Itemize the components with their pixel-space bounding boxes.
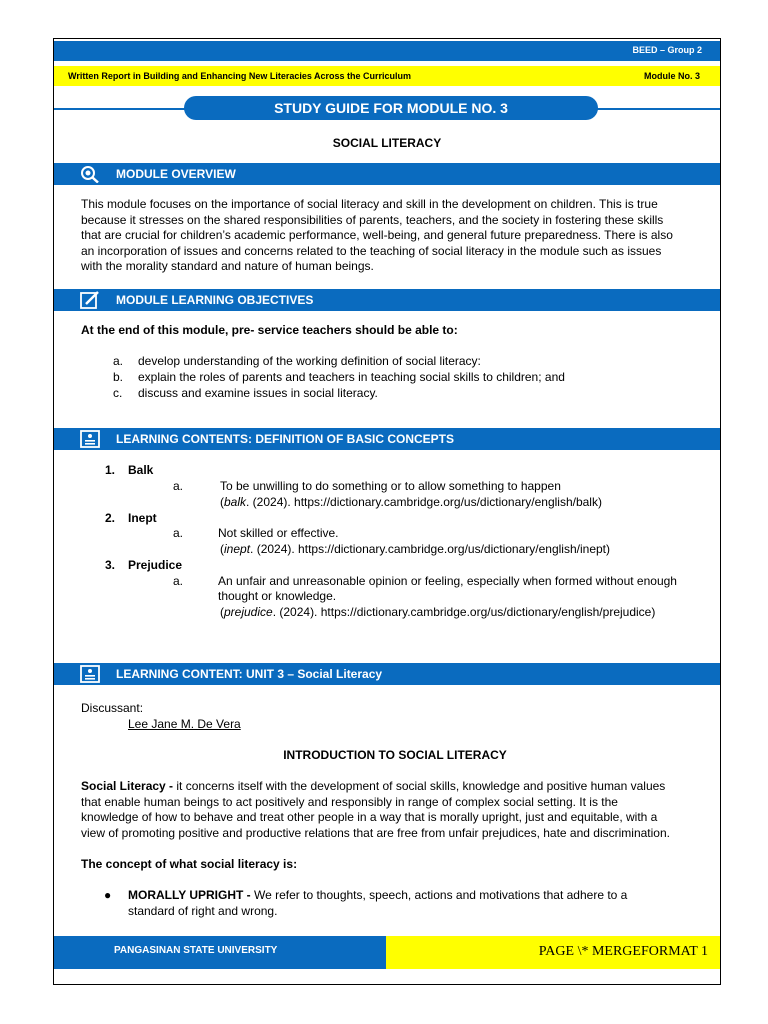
bullet-line: standard of right and wrong. — [128, 903, 278, 918]
unit-heading — [116, 667, 382, 681]
definition-citation: (balk. (2024). https://dictionary.cambridge.org/us/dictionary/english/balk) — [220, 495, 602, 509]
overview-line: an incorporation of issues and concerns related to the teaching of social literacy in the module such as issues — [81, 243, 662, 258]
group-label: BEED – Group 2 — [632, 45, 702, 55]
overview-line: that are crucial for children’s academic performance, well-being, and general future preparedness. There is also — [81, 228, 673, 242]
citation-rest: . (2024). https://dictionary.cambridge.org/us/dictionary/english/prejudice) — [272, 605, 656, 619]
top-banner — [54, 41, 720, 61]
definition-term: Social Literacy - — [81, 779, 174, 793]
objective-item: explain the roles of parents and teachers in teaching social skills to children; and — [138, 370, 565, 384]
page-field: PAGE \* MERGEFORMAT 1 — [538, 944, 708, 959]
objective-marker: a. — [113, 354, 124, 368]
overview-text — [81, 197, 709, 275]
contents-header — [54, 428, 720, 450]
citation-word: inept — [224, 542, 251, 556]
term-number: 3. — [105, 558, 116, 572]
document-icon — [80, 430, 100, 448]
social-literacy-definition — [81, 779, 709, 841]
module-subtitle: SOCIAL LITERACY — [332, 136, 442, 150]
intro-title: INTRODUCTION TO SOCIAL LITERACY — [283, 748, 507, 762]
definition-line: knowledge of how to behave and treat other people in a way that is morally upright, just and equitable, with a — [81, 810, 658, 824]
definition-line: view of promoting positive and productive relations that are free from unfair prejudices, hate and discrimination. — [81, 825, 670, 840]
objectives-heading: MODULE LEARNING OBJECTIVES — [116, 293, 314, 307]
study-guide-title: STUDY GUIDE FOR MODULE NO. 3 — [184, 96, 598, 120]
definition-marker: a. — [173, 574, 184, 588]
overview-line: with the morality standard and nature of human beings. — [81, 259, 374, 273]
term-title: Balk — [128, 463, 154, 477]
bullet-text — [128, 888, 709, 919]
definition-text: To be unwilling to do something or to allow something to happen — [220, 479, 561, 493]
bullet-term: MORALLY UPRIGHT - — [128, 888, 251, 902]
discussant-name-text: Lee Jane M. De Vera — [128, 717, 241, 731]
definition-line-text: it concerns itself with the development of social skills, knowledge and positive human values — [173, 779, 666, 793]
module-number: Module No. 3 — [644, 71, 700, 81]
overview-line: because it stresses on the shared responsibilities of parents, teachers, and the society in fostering these skills — [81, 212, 664, 227]
citation-word: prejudice — [224, 605, 273, 619]
overview-header — [54, 163, 720, 185]
definition-citation: (inept. (2024). https://dictionary.cambridge.org/us/dictionary/english/inept) — [220, 542, 610, 556]
definition-text: Not skilled or effective. — [218, 526, 339, 540]
definition-marker: a. — [173, 526, 184, 540]
report-title: Written Report in Building and Enhancing New Literacies Across the Curriculum — [68, 71, 412, 81]
objectives-header — [54, 289, 720, 311]
term-title: Inept — [128, 511, 157, 525]
definition-citation: (prejudice. (2024). https://dictionary.cambridge.org/us/dictionary/english/prejudice) — [220, 605, 656, 619]
contents-heading: LEARNING CONTENTS: DEFINITION OF BASIC CONCEPTS — [116, 432, 455, 446]
unit-header — [54, 663, 720, 685]
term-number: 2. — [105, 511, 116, 525]
definition-line: that enable human beings to act positively and responsibly in range of complex social setting. It is the — [81, 794, 618, 809]
discussant-name — [128, 717, 241, 731]
footer-page — [386, 936, 720, 969]
discussant-label: Discussant: — [81, 701, 144, 715]
footer-university — [54, 936, 386, 969]
document-page — [53, 38, 721, 985]
concept-heading: The concept of what social literacy is: — [81, 857, 298, 871]
objective-marker: b. — [113, 370, 124, 384]
term-number: 1. — [105, 463, 116, 477]
term-title: Prejudice — [128, 558, 183, 572]
objective-item: develop understanding of the working definition of social literacy: — [138, 354, 481, 368]
objectives-intro: At the end of this module, pre- service teachers should be able to: — [81, 323, 458, 337]
overview-line: This module focuses on the importance of social literacy and skill in the development on children. This is true — [81, 197, 658, 211]
citation-rest: . (2024). https://dictionary.cambridge.org/us/dictionary/english/inept) — [250, 542, 610, 556]
objective-item: discuss and examine issues in social literacy. — [138, 386, 378, 400]
definition-line — [81, 779, 709, 795]
citation-rest: . (2024). https://dictionary.cambridge.org/us/dictionary/english/balk) — [246, 495, 602, 509]
overview-heading: MODULE OVERVIEW — [116, 167, 236, 181]
report-banner — [54, 66, 720, 86]
university-name: PANGASINAN STATE UNIVERSITY — [114, 945, 278, 956]
pencil-icon — [80, 291, 100, 309]
bullet-line — [128, 888, 709, 904]
citation-word: balk — [224, 495, 247, 509]
unit-heading-main: LEARNING CONTENT: UNIT 3 — [116, 667, 284, 681]
definition-text-cont: thought or knowledge. — [218, 589, 337, 603]
bullet-line-text: We refer to thoughts, speech, actions and motivations that adhere to a — [250, 888, 628, 902]
unit-heading-sub: – Social Literacy — [284, 667, 383, 681]
magnifier-icon — [80, 165, 100, 183]
definition-marker: a. — [173, 479, 184, 493]
document-icon — [80, 665, 100, 683]
bullet-icon: ● — [104, 888, 112, 902]
objective-marker: c. — [113, 386, 123, 400]
definition-text: An unfair and unreasonable opinion or feeling, especially when formed without enough — [218, 574, 677, 588]
